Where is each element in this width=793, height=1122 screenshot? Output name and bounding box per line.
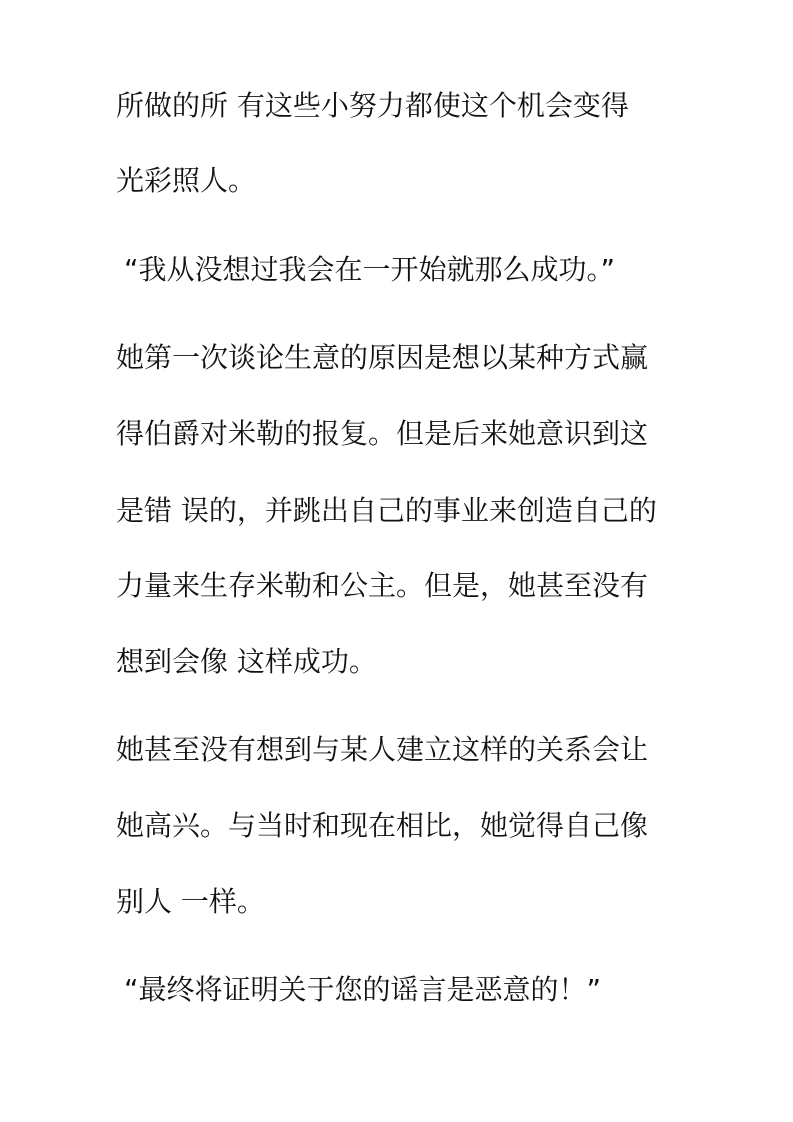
quote-line: “我从没想过我会在一开始就那么成功。” [124, 253, 616, 286]
text-line: 别人 一样。 [116, 885, 265, 918]
text-line: 她高兴。与当时和现在相比，她觉得自己像 [116, 809, 649, 842]
text-line: 想到会像 这样成功。 [116, 645, 377, 678]
text-line: 得伯爵对米勒的报复。但是后来她意识到这 [116, 417, 649, 450]
text-line: 所做的所 有这些小努力都使这个机会变得 [116, 89, 629, 122]
text-line: 她甚至没有想到与某人建立这样的关系会让 [116, 733, 649, 766]
text-line: 是错 误的，并跳出自己的事业来创造自己的 [116, 494, 657, 527]
text-line: 力量来生存米勒和公主。但是，她甚至没有 [116, 569, 649, 602]
text-line: 她第一次谈论生意的原因是想以某种方式赢 [116, 341, 649, 374]
text-line: 光彩照人。 [116, 164, 257, 197]
quote-line: “最终将证明关于您的谣言是恶意的！” [124, 973, 602, 1006]
